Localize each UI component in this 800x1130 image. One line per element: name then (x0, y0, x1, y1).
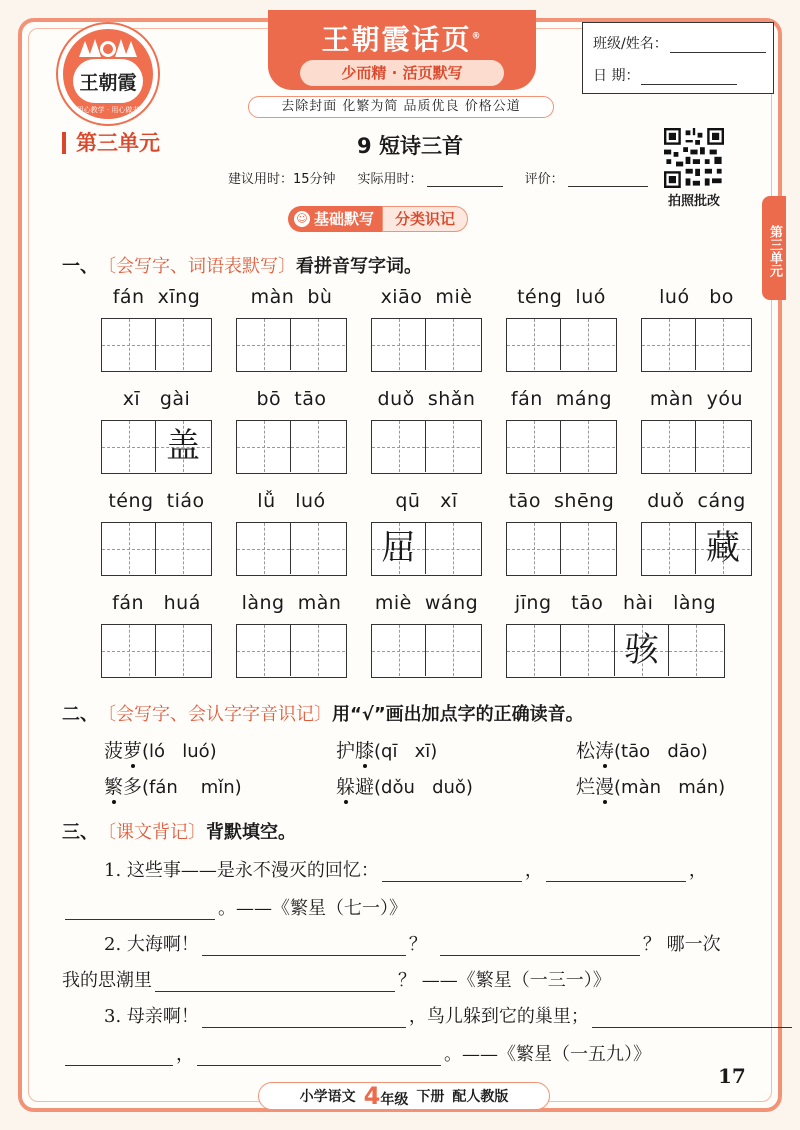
tianzige-cell[interactable] (372, 625, 426, 676)
written-character (237, 319, 290, 370)
logo-text: 王朝霞 (73, 59, 143, 103)
tianzige-cell[interactable] (561, 625, 615, 676)
q3-blank[interactable] (382, 862, 522, 882)
student-info-box (582, 22, 774, 94)
tagline: 去除封面 化繁为简 品质优良 价格公道 (248, 96, 554, 118)
written-character (372, 319, 425, 370)
word-writing-box (641, 522, 752, 576)
written-character (291, 625, 345, 676)
written-character (156, 319, 210, 370)
rating-label: 评价： (524, 172, 564, 187)
pinyin-options[interactable]: (qī xī) (374, 741, 438, 762)
written-character (156, 625, 210, 676)
q3-blank[interactable] (440, 936, 640, 956)
written-character (156, 523, 210, 574)
class-name-label: 班级/姓名： (593, 36, 668, 52)
tianzige-cell[interactable] (561, 523, 615, 574)
word-writing-box (101, 420, 212, 474)
word-character: 菠 (104, 740, 124, 762)
pinyin-label: duǒ cáng (647, 490, 746, 512)
tianzige-cell[interactable] (696, 319, 750, 370)
word-writing-box (641, 420, 752, 474)
tianzige-cell[interactable] (669, 625, 723, 676)
written-character: 盖 (166, 426, 200, 466)
word-writing-box (371, 420, 482, 474)
tianzige-cell[interactable] (237, 523, 291, 574)
tianzige-cell[interactable] (426, 523, 480, 574)
word-character: 护 (336, 740, 356, 762)
written-character (102, 625, 155, 676)
tianzige-cell[interactable] (561, 319, 615, 370)
written-character (642, 319, 695, 370)
written-character (507, 523, 560, 574)
word-writing-box (236, 420, 347, 474)
tianzige-cell[interactable] (291, 319, 345, 370)
tianzige-cell[interactable] (507, 421, 561, 472)
pinyin-label: màn yóu (649, 388, 744, 410)
dotted-character: 膝 (355, 740, 375, 762)
pronunciation-item (576, 736, 708, 763)
word-writing-box (371, 522, 482, 576)
tianzige-cell[interactable] (615, 625, 669, 676)
word-writing-box (506, 624, 725, 678)
pinyin-label: fán máng (510, 388, 613, 410)
word-character: 松 (576, 740, 596, 762)
dotted-character: 繁 (104, 776, 124, 798)
written-character (561, 523, 615, 574)
q3-line-2: 。——《繁星（七一）》 (62, 894, 407, 920)
qr-code-icon[interactable] (664, 128, 724, 188)
word-character: 多 (123, 776, 143, 798)
unit-title: 第三单元 (62, 132, 160, 154)
logo-subtext: 用心教学 · 用心做书 (76, 106, 140, 114)
tianzige-cell[interactable] (237, 319, 291, 370)
footer-subject: 小学语文 (299, 1089, 356, 1105)
word-writing-box (101, 522, 212, 576)
pinyin-options[interactable]: (dǒu duǒ) (374, 777, 473, 798)
word-writing-box (641, 318, 752, 372)
word-character: 避 (355, 776, 375, 798)
lesson-title: 9 短诗三首 (357, 134, 463, 158)
q3-blank[interactable] (202, 936, 406, 956)
pronunciation-item (104, 772, 242, 799)
written-character: 屈 (381, 528, 416, 568)
written-character (696, 319, 750, 370)
timing-row (228, 168, 648, 187)
written-character (507, 319, 560, 370)
q3-blank[interactable] (197, 1046, 441, 1066)
written-character (372, 625, 425, 676)
pinyin-label: fán huá (112, 592, 201, 614)
word-writing-box (236, 318, 347, 372)
class-name-field[interactable] (670, 37, 766, 53)
actual-time-field[interactable] (427, 173, 503, 187)
pronunciation-item (104, 736, 217, 763)
word-writing-box (506, 522, 617, 576)
pinyin-label: qū xī (395, 490, 458, 512)
tianzige-cell[interactable] (426, 319, 480, 370)
pinyin-label: xiāo miè (380, 286, 473, 308)
tianzige-cell[interactable] (507, 319, 561, 370)
written-character (291, 523, 345, 574)
footer-edition (258, 1082, 550, 1110)
side-unit-tab: 第三单元 (762, 196, 786, 300)
section-pill (288, 206, 468, 232)
tianzige-cell[interactable] (102, 319, 156, 370)
written-character (426, 625, 480, 676)
tianzige-cell[interactable] (642, 319, 696, 370)
page-number: 17 (718, 1064, 746, 1088)
pinyin-label: màn bù (250, 286, 333, 308)
word-writing-box (506, 420, 617, 474)
pronunciation-item (576, 772, 725, 799)
suggested-time: 建议用时：15分钟 (228, 172, 336, 187)
word-writing-box (371, 624, 482, 678)
footer-term: 下册 (416, 1089, 445, 1105)
q3-blank[interactable] (202, 1008, 406, 1028)
written-character (507, 421, 560, 472)
pinyin-label: duǒ shǎn (377, 388, 476, 410)
written-character (426, 421, 480, 472)
tianzige-cell[interactable] (237, 421, 291, 472)
pinyin-label: làng màn (241, 592, 342, 614)
tianzige-cell[interactable] (507, 625, 561, 676)
footer-edition-label: 配人教版 (452, 1089, 509, 1105)
tianzige-cell[interactable] (372, 523, 426, 574)
tianzige-cell[interactable] (156, 523, 210, 574)
tianzige-cell[interactable] (696, 523, 750, 574)
rating-field[interactable] (568, 173, 648, 187)
dotted-character: 涛 (595, 740, 615, 762)
brand-logo (58, 24, 158, 124)
tianzige-cell[interactable] (291, 523, 345, 574)
tianzige-cell[interactable] (156, 319, 210, 370)
q3-line-4: 我的思潮里 ？ ——《繁星（一三一）》 (62, 970, 611, 991)
word-character: 烂 (576, 776, 596, 798)
actual-time-label: 实际用时： (357, 172, 423, 187)
pinyin-label: luó bo (659, 286, 734, 308)
written-character (426, 523, 480, 574)
dotted-character: 漫 (595, 776, 615, 798)
written-character (291, 421, 345, 472)
word-writing-box (236, 522, 347, 576)
question-3-heading: 三、 〔课文背记〕 背默填空。 (62, 822, 296, 843)
q3-blank[interactable] (65, 1046, 173, 1066)
date-row (593, 65, 737, 85)
pen-icon: ☺ (294, 211, 310, 227)
q3-line-3: 2. 大海啊！ ？ ？ 哪一次 (104, 934, 721, 955)
tianzige-cell[interactable] (102, 421, 156, 472)
pinyin-label: xī gài (122, 388, 191, 410)
tianzige-cell[interactable] (237, 625, 291, 676)
brand-banner (268, 10, 536, 90)
q3-line-6: ， 。——《繁星（一五九）》 (62, 1040, 651, 1066)
tianzige-cell[interactable] (561, 421, 615, 472)
written-character (642, 523, 695, 574)
written-character (237, 421, 290, 472)
pinyin-label: bō tāo (256, 388, 327, 410)
q3-line-5: 3. 母亲啊！ ，鸟儿躲到它的巢里； (104, 1002, 795, 1028)
written-character (561, 319, 615, 370)
tianzige-cell[interactable] (426, 421, 480, 472)
section-label-category: 分类识记 (382, 206, 468, 232)
tianzige-cell[interactable] (372, 421, 426, 472)
class-name-row (593, 33, 766, 53)
tianzige-cell[interactable] (102, 625, 156, 676)
written-character (237, 523, 290, 574)
written-character (102, 421, 155, 472)
pinyin-options[interactable]: (màn mán) (614, 777, 726, 798)
pinyin-label: tāo shēng (508, 490, 615, 512)
written-character (237, 625, 290, 676)
brand-name: 王朝霞话页® (321, 23, 483, 56)
qr-label: 拍照批改 (667, 194, 720, 209)
word-writing-box (101, 624, 212, 678)
written-character (642, 421, 695, 472)
pinyin-label: fán xīng (112, 286, 201, 308)
word-writing-box (506, 318, 617, 372)
q3-blank[interactable] (546, 862, 686, 882)
written-character (507, 625, 560, 676)
q3-blank[interactable] (592, 1008, 792, 1028)
pronunciation-item (336, 736, 437, 763)
tianzige-cell[interactable] (426, 625, 480, 676)
written-character (669, 625, 723, 676)
written-character (561, 625, 614, 676)
written-character (102, 523, 155, 574)
question-1-heading: 一、 〔会写字、词语表默写〕 看拼音写字词。 (62, 256, 422, 277)
pinyin-label: miè wáng (374, 592, 479, 614)
brand-slogan: 少而精 · 活页默写 (300, 60, 504, 86)
pinyin-options[interactable]: (ló luó) (142, 741, 217, 762)
written-character (291, 319, 345, 370)
tianzige-cell[interactable] (291, 625, 345, 676)
word-writing-box (371, 318, 482, 372)
pinyin-label: téng luó (517, 286, 606, 308)
written-character (561, 421, 615, 472)
tianzige-cell[interactable] (642, 421, 696, 472)
q3-line-1: 1. 这些事——是永不漫灭的回忆： ， ， (104, 860, 707, 881)
question-2-heading: 二、 〔会写字、会认字字音识记〕 用“√”画出加点字的正确读音。 (62, 704, 584, 725)
tianzige-cell[interactable] (156, 625, 210, 676)
crown-icon (77, 37, 139, 59)
pinyin-label: téng tiáo (108, 490, 205, 512)
dotted-character: 萝 (123, 740, 143, 762)
tianzige-cell[interactable] (642, 523, 696, 574)
pinyin-label: jīng tāo hài làng (514, 592, 717, 614)
tianzige-cell[interactable] (696, 421, 750, 472)
written-character (102, 319, 155, 370)
word-writing-box (236, 624, 347, 678)
pinyin-label: lǚ luó (257, 490, 326, 512)
tianzige-cell[interactable] (372, 319, 426, 370)
written-character (696, 421, 750, 472)
tianzige-cell[interactable] (291, 421, 345, 472)
written-character: 藏 (706, 528, 740, 568)
word-writing-box (101, 318, 212, 372)
pinyin-options[interactable]: (tāo dāo) (614, 741, 708, 762)
pronunciation-item (336, 772, 473, 799)
dotted-character: 躲 (336, 776, 356, 798)
tianzige-cell[interactable] (156, 421, 210, 472)
date-field[interactable] (641, 69, 737, 85)
written-character (426, 319, 480, 370)
q3-blank[interactable] (65, 900, 215, 920)
tianzige-cell[interactable] (507, 523, 561, 574)
section-label-basic: ☺ 基础默写 (288, 206, 382, 232)
q3-blank[interactable] (155, 972, 395, 992)
tianzige-cell[interactable] (102, 523, 156, 574)
written-character (372, 421, 425, 472)
pinyin-options[interactable]: (fán mǐn) (142, 777, 242, 798)
date-label: 日 期： (593, 68, 640, 84)
footer-grade: 4年级 (363, 1081, 409, 1110)
written-character: 骇 (624, 630, 659, 670)
